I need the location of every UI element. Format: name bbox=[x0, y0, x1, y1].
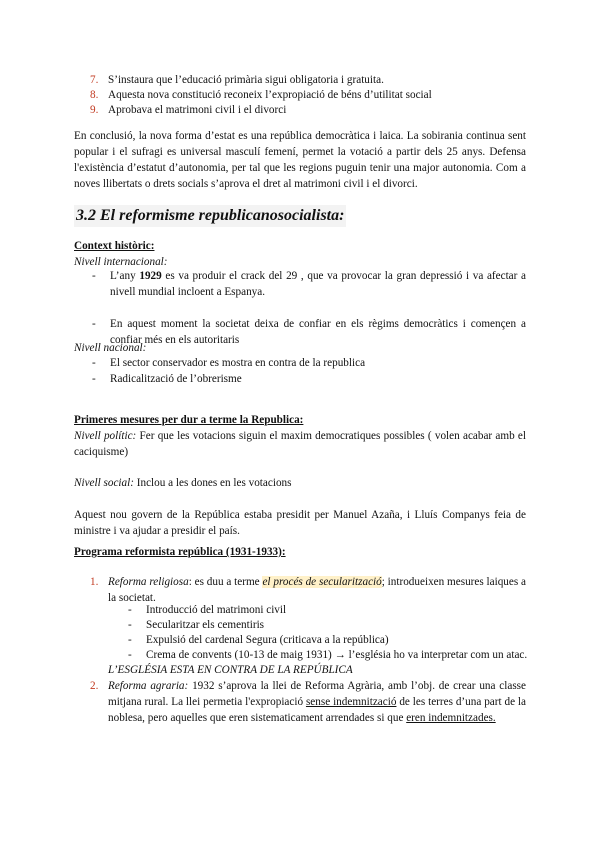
context-block bbox=[74, 238, 526, 270]
list-number: 2. bbox=[90, 680, 99, 692]
year-1929: 1929 bbox=[139, 270, 162, 282]
section-title: 3.2 El reformisme republicanosocialista: bbox=[74, 205, 346, 227]
list-text: S’instaura que l’educació primària sigui obligatoria i gratuita. bbox=[108, 74, 384, 86]
international-label: Nivell internacional: bbox=[74, 256, 168, 268]
list-number: 9. bbox=[90, 104, 99, 116]
constitution-list bbox=[90, 72, 530, 117]
highlighted-text: el procés de secularització bbox=[262, 576, 382, 588]
list-item: - Expulsió del cardenal Segura (criticava a la república) bbox=[128, 634, 389, 646]
religious-sub-list bbox=[128, 602, 528, 662]
list-item: - L’any 1929 es va produir el crack del 29 , que va provocar la gran depressió i va afectar a nivell mundial incloent a Espanya. bbox=[92, 270, 526, 298]
list-number: 8. bbox=[90, 89, 99, 101]
conclusion-paragraph: En conclusió, la nova forma d’estat es una república democràtica i laica. La sobirania continua sent popular i el sufragi es universal masculí femení, permet la votació a partir dels 25 anys. Defensa l'existència d’estatut d’autonomia, per tal que les regions puguin tenir una major autonomia. Com a noves llibertats o drets socials s’aprova el dret al matrimoni civil i el divorci. bbox=[74, 130, 526, 190]
first-measures-block bbox=[74, 412, 526, 539]
list-number: 1. bbox=[90, 576, 99, 588]
social-level: Nivell social: Inclou a les dones en les votacions bbox=[74, 477, 292, 489]
list-item: - Secularitzar els cementiris bbox=[128, 619, 265, 631]
program-item-2: 2. Reforma agraria: 1932 s’aprova la llei de Reforma Agrària, amb l’obj. de crear una classe mitjana rural. La llei permetia l'expropiació sense indemnització de les terres d’una part de la noblesa, pero aquelles que eren sistematicament arrendades si que eren indemnitzades. bbox=[90, 680, 526, 724]
program-heading: Programa reformista república (1931-1933): bbox=[74, 546, 286, 558]
program-item-1: 1. Reforma religiosa: es duu a terme el procés de secularització; introdueixen mesures laiques a la societat. bbox=[90, 576, 526, 604]
list-item: - El sector conservador es mostra en contra de la republica bbox=[92, 357, 366, 369]
list-item: - Introducció del matrimoni civil bbox=[128, 604, 287, 616]
list-item: - Radicalització de l’obrerisme bbox=[92, 373, 242, 385]
first-measures-heading: Primeres mesures per dur a terme la Republica: bbox=[74, 414, 304, 426]
list-text: Aquesta nova constitució reconeix l’expropiació de béns d’utilitat social bbox=[108, 89, 432, 101]
context-heading: Context històric: bbox=[74, 240, 155, 252]
list-number: 7. bbox=[90, 74, 99, 86]
national-label: Nivell nacional: bbox=[74, 342, 147, 354]
list-item bbox=[90, 102, 530, 117]
list-text: Aprobava el matrimoni civil i el divorci bbox=[108, 104, 287, 116]
underlined-text: eren indemnitzades. bbox=[406, 712, 496, 724]
international-list bbox=[92, 268, 526, 348]
list-item: - En aquest moment la societat deixa de confiar en els règims democràtics i començen a confiar més en els autoritaris bbox=[92, 318, 526, 346]
list-item: - Crema de convents (10-13 de maig 1931) → l’església ho va interpretar com un atac. bbox=[128, 649, 528, 661]
list-item bbox=[90, 72, 530, 87]
list-item bbox=[90, 87, 530, 102]
underlined-text: sense indemnització bbox=[305, 696, 397, 708]
political-level: Nivell polític: Fer que les votacions siguin el maxim democratiques possibles ( volen acabar amb el caciquisme) bbox=[74, 430, 526, 458]
church-statement: L’ESGLÉSIA ESTA EN CONTRA DE LA REPÚBLICA bbox=[108, 664, 353, 676]
government-paragraph: Aquest nou govern de la República estaba presidit per Manuel Azaña, i Lluís Companys feia de ministre i va ajudar a presidir el país. bbox=[74, 509, 526, 537]
national-list bbox=[92, 355, 526, 387]
